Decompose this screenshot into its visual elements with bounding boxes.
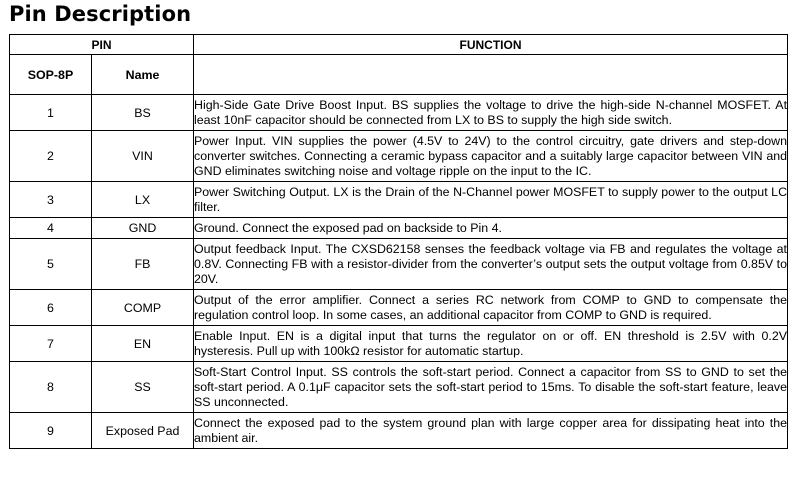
pin-description-table — [9, 34, 788, 449]
pin-function: Power Switching Output. LX is the Drain of the N-Channel power MOSFET to supply power to the output LC filter. — [194, 182, 788, 218]
pin-name: Exposed Pad — [92, 413, 194, 449]
header-sop8p: SOP-8P — [10, 55, 92, 95]
table-row — [10, 95, 788, 131]
pin-function: Enable Input. EN is a digital input that turns the regulator on or off. EN threshold is 2.5V with 0.2V hysteresis. Pull up with 100kΩ resistor for automatic startup. — [194, 326, 788, 362]
pin-number: 4 — [10, 218, 92, 239]
header-pin: PIN — [10, 35, 194, 55]
pin-function: Ground. Connect the exposed pad on backside to Pin 4. — [194, 218, 788, 239]
pin-function: Power Input. VIN supplies the power (4.5V to 24V) to the control circuitry, gate drivers and step-down converter switches. Connecting a ceramic bypass capacitor and a suitably large capacitor between VIN and GND eliminates switching noise and voltage ripple on the input to the IC. — [194, 131, 788, 182]
pin-function: High-Side Gate Drive Boost Input. BS supplies the voltage to drive the high-side N-channel MOSFET. At least 10nF capacitor should be connected from LX to BS to supply the high side switch. — [194, 95, 788, 131]
table-row — [10, 218, 788, 239]
table-row — [10, 131, 788, 182]
pin-name: BS — [92, 95, 194, 131]
pin-function: Output of the error amplifier. Connect a series RC network from COMP to GND to compensate the regulation control loop. In some cases, an additional capacitor from COMP to GND is required. — [194, 290, 788, 326]
table-row — [10, 290, 788, 326]
pin-name: VIN — [92, 131, 194, 182]
pin-name: GND — [92, 218, 194, 239]
pin-name: FB — [92, 239, 194, 290]
header-function-blank — [194, 55, 788, 95]
page-title: Pin Description — [9, 2, 192, 26]
pin-number: 1 — [10, 95, 92, 131]
table-header-row — [10, 35, 788, 55]
pin-name: COMP — [92, 290, 194, 326]
table-row — [10, 326, 788, 362]
table-row — [10, 239, 788, 290]
pin-number: 3 — [10, 182, 92, 218]
pin-function: Soft-Start Control Input. SS controls the soft-start period. Connect a capacitor from SS to GND to set the soft-start period. A 0.1μF capacitor sets the soft-start period to 15ms. To disable the soft-start feature, leave SS unconnected. — [194, 362, 788, 413]
header-function: FUNCTION — [194, 35, 788, 55]
pin-number: 6 — [10, 290, 92, 326]
table-row — [10, 413, 788, 449]
pin-function: Connect the exposed pad to the system ground plan with large copper area for dissipating heat into the ambient air. — [194, 413, 788, 449]
pin-name: LX — [92, 182, 194, 218]
pin-number: 8 — [10, 362, 92, 413]
pin-number: 5 — [10, 239, 92, 290]
pin-name: EN — [92, 326, 194, 362]
table-subheader-row — [10, 55, 788, 95]
table-row — [10, 362, 788, 413]
pin-name: SS — [92, 362, 194, 413]
pin-number: 7 — [10, 326, 92, 362]
pin-function: Output feedback Input. The CXSD62158 senses the feedback voltage via FB and regulates the voltage at 0.8V. Connecting FB with a resistor-divider from the converter’s output sets the output voltage from 0.85V to 20V. — [194, 239, 788, 290]
header-name: Name — [92, 55, 194, 95]
pin-number: 2 — [10, 131, 92, 182]
pin-number: 9 — [10, 413, 92, 449]
table-row — [10, 182, 788, 218]
